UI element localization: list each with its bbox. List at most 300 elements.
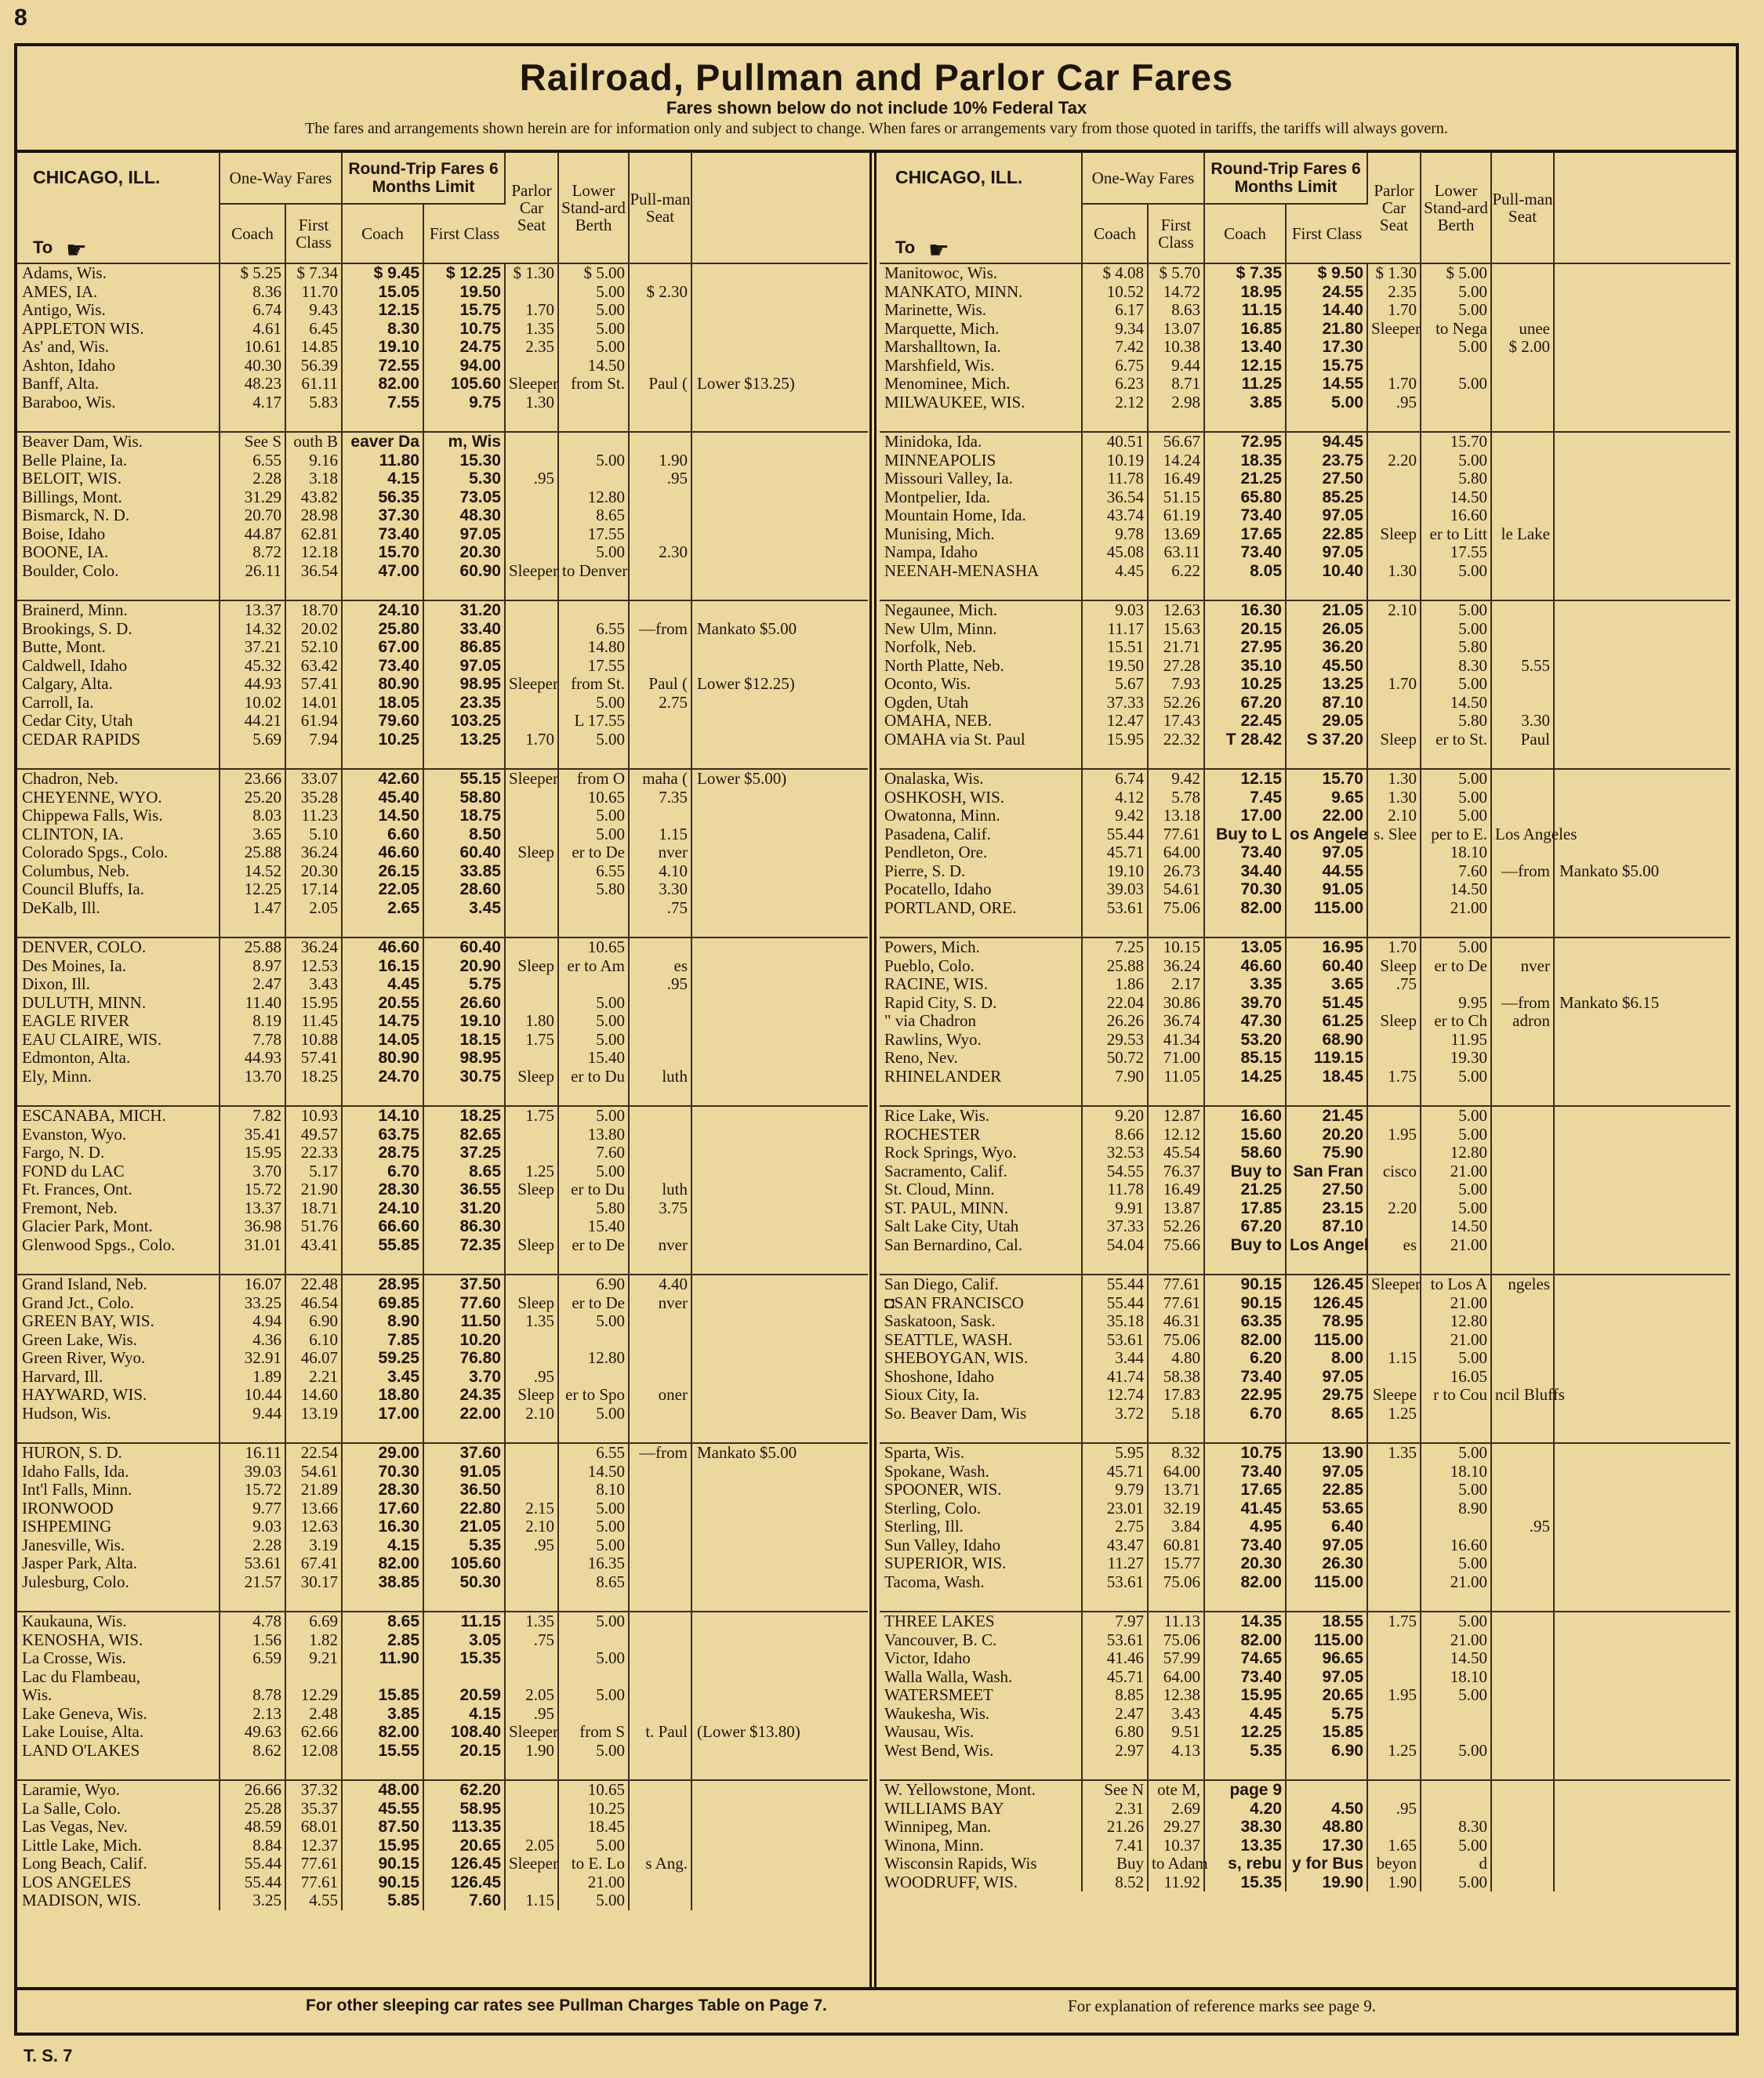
parlor-seat-cell: 1.70 xyxy=(1367,375,1421,393)
pullman-reference-note: For other sleeping car rates see Pullman Charges Table on Page 7. xyxy=(306,1996,827,2015)
fare-row xyxy=(17,301,868,320)
fare-row xyxy=(17,880,868,899)
remarks-cell xyxy=(691,600,868,620)
round-trip-coach-cell: 46.60 xyxy=(1204,957,1286,976)
lower-berth-cell: 17.55 xyxy=(558,657,629,676)
station-cell: HAYWARD, WIS. xyxy=(17,1386,220,1405)
fare-row xyxy=(880,283,1730,302)
one-way-first-cell: 14.72 xyxy=(1148,283,1204,302)
fare-row xyxy=(880,1443,1730,1463)
remarks-cell xyxy=(1554,1668,1730,1687)
round-trip-coach-cell: 70.30 xyxy=(1204,880,1286,899)
lower-berth-cell: 10.65 xyxy=(558,789,629,807)
fare-row xyxy=(880,769,1730,789)
lower-berth-header: Lower Stand-ard Berth xyxy=(558,153,629,263)
round-trip-first-cell: 97.05 xyxy=(423,525,505,544)
spacer-cell xyxy=(629,1760,691,1780)
station-cell: Marinette, Wis. xyxy=(880,301,1082,320)
fare-row xyxy=(17,470,868,488)
round-trip-coach-cell: 18.05 xyxy=(342,694,423,713)
parlor-seat-cell xyxy=(505,506,558,525)
round-trip-first-cell: 115.00 xyxy=(1286,1573,1367,1592)
remarks-cell xyxy=(1554,1106,1730,1126)
lower-berth-cell: 5.00 xyxy=(558,731,629,749)
spacer-cell xyxy=(285,1254,342,1275)
one-way-first-cell: 14.60 xyxy=(285,1386,342,1405)
station-cell: Lac du Flambeau, xyxy=(17,1668,220,1687)
round-trip-first-cell: 7.60 xyxy=(423,1891,505,1910)
one-way-coach-cell: 9.03 xyxy=(1082,600,1148,620)
lower-berth-cell: 17.55 xyxy=(558,525,629,544)
spacer-cell xyxy=(505,917,558,937)
fare-row xyxy=(880,1031,1730,1050)
station-cell: ESCANABA, MICH. xyxy=(17,1106,220,1126)
round-trip-first-cell: 50.30 xyxy=(423,1573,505,1592)
round-trip-coach-cell: 82.00 xyxy=(342,1554,423,1573)
spacer-cell xyxy=(880,1591,1082,1612)
round-trip-first-cell: 26.05 xyxy=(1286,620,1367,639)
one-way-coach-cell: 36.54 xyxy=(1082,488,1148,507)
pullman-seat-cell: ngeles xyxy=(1491,1275,1554,1294)
round-trip-first-cell: 78.95 xyxy=(1286,1312,1367,1331)
round-trip-first-cell: 5.00 xyxy=(1286,393,1367,412)
spacer-cell xyxy=(17,1086,220,1106)
remarks-cell xyxy=(1554,525,1730,544)
one-way-first-cell: 13.66 xyxy=(285,1500,342,1518)
one-way-first-cell: 36.24 xyxy=(285,937,342,957)
pullman-seat-cell xyxy=(629,994,691,1013)
one-way-first-cell: 35.37 xyxy=(285,1800,342,1819)
round-trip-first-cell: 18.55 xyxy=(1286,1612,1367,1631)
fare-row xyxy=(17,769,868,789)
pullman-seat-cell xyxy=(1491,1217,1554,1236)
parlor-seat-cell xyxy=(505,1873,558,1892)
parlor-seat-cell xyxy=(505,1144,558,1162)
one-way-coach-cell: 29.53 xyxy=(1082,1031,1148,1050)
remarks-cell xyxy=(1554,1705,1730,1724)
station-cell: Sioux City, Ia. xyxy=(880,1386,1082,1405)
lower-berth-cell: er to Litt xyxy=(1421,525,1491,544)
lower-berth-cell: 5.00 xyxy=(558,1536,629,1555)
spacer-cell xyxy=(1082,917,1148,937)
round-trip-first-cell: 5.30 xyxy=(423,470,505,488)
fare-row xyxy=(17,899,868,918)
spacer-cell xyxy=(1421,1423,1491,1443)
round-trip-coach-cell: 22.95 xyxy=(1204,1386,1286,1405)
fare-row xyxy=(17,1705,868,1724)
pointing-hand-icon: ☛ xyxy=(66,238,87,263)
parlor-seat-cell: 1.70 xyxy=(1367,301,1421,320)
spacer-cell xyxy=(1554,1591,1730,1612)
parlor-seat-cell: 2.15 xyxy=(505,1500,558,1518)
lower-berth-cell: 5.00 xyxy=(1421,301,1491,320)
one-way-first-cell: 11.13 xyxy=(1148,1612,1204,1631)
station-cell: HURON, S. D. xyxy=(17,1443,220,1463)
round-trip-coach-cell: 17.65 xyxy=(1204,1481,1286,1500)
remarks-cell xyxy=(691,525,868,544)
station-cell: Council Bluffs, Ia. xyxy=(17,880,220,899)
round-trip-coach-cell: 80.90 xyxy=(342,675,423,694)
one-way-coach-cell: 11.27 xyxy=(1082,1554,1148,1573)
one-way-coach-cell: 25.88 xyxy=(1082,957,1148,976)
lower-berth-cell: er to St. xyxy=(1421,731,1491,749)
spacer-cell xyxy=(691,412,868,432)
parlor-seat-cell: 1.90 xyxy=(505,1742,558,1761)
fare-row xyxy=(17,432,868,452)
remarks-cell xyxy=(691,1049,868,1068)
one-way-first-cell: to Adam xyxy=(1148,1855,1204,1873)
parlor-seat-cell: 1.35 xyxy=(505,320,558,339)
spacer-cell xyxy=(1554,412,1730,432)
one-way-first-cell: 36.74 xyxy=(1148,1012,1204,1031)
pullman-seat-cell xyxy=(1491,638,1554,657)
fare-row xyxy=(880,1631,1730,1650)
station-cell: Vancouver, B. C. xyxy=(880,1631,1082,1650)
spacer-cell xyxy=(1421,749,1491,769)
fare-row xyxy=(17,320,868,339)
pullman-seat-cell: 3.75 xyxy=(629,1199,691,1218)
round-trip-coach-cell: 15.05 xyxy=(342,283,423,302)
one-way-coach-cell: 2.31 xyxy=(1082,1800,1148,1819)
fare-row xyxy=(880,1573,1730,1592)
parlor-seat-cell xyxy=(1367,470,1421,488)
one-way-first-cell: 10.93 xyxy=(285,1106,342,1126)
pullman-seat-cell: .95 xyxy=(629,470,691,488)
station-cell: Hudson, Wis. xyxy=(17,1405,220,1423)
remarks-cell xyxy=(1554,1818,1730,1837)
pullman-seat-cell xyxy=(1491,694,1554,713)
pullman-seat-cell xyxy=(629,357,691,375)
round-trip-coach-cell: 15.70 xyxy=(342,543,423,562)
spacer-cell xyxy=(1421,1591,1491,1612)
round-trip-first-cell: 44.55 xyxy=(1286,862,1367,881)
lower-berth-cell: 5.00 xyxy=(558,1012,629,1031)
spacer-cell xyxy=(423,1591,505,1612)
round-trip-first-cell: 126.45 xyxy=(1286,1294,1367,1313)
spacer-cell xyxy=(423,1760,505,1780)
one-way-coach-cell: 40.51 xyxy=(1082,432,1148,452)
spacer-cell xyxy=(1367,749,1421,769)
spacer-cell xyxy=(17,412,220,432)
parlor-seat-cell xyxy=(505,1668,558,1687)
pullman-seat-cell xyxy=(1491,1312,1554,1331)
station-cell: Menominee, Mich. xyxy=(880,375,1082,393)
spacer-cell xyxy=(1148,1086,1204,1106)
remarks-cell xyxy=(1554,432,1730,452)
lower-berth-cell: 5.00 xyxy=(558,994,629,1013)
lower-berth-cell: 13.80 xyxy=(558,1126,629,1144)
remarks-cell xyxy=(691,1500,868,1518)
one-way-first-cell: 11.23 xyxy=(285,807,342,825)
one-way-first-cell: 10.88 xyxy=(285,1031,342,1050)
station-cell: Mountain Home, Ida. xyxy=(880,506,1082,525)
pullman-seat-cell: oner xyxy=(629,1386,691,1405)
one-way-first-cell: 30.86 xyxy=(1148,994,1204,1013)
lower-berth-cell: 5.00 xyxy=(558,1837,629,1855)
one-way-first-cell: 43.82 xyxy=(285,488,342,507)
one-way-coach-cell: 31.01 xyxy=(220,1236,285,1255)
one-way-coach-cell: 7.42 xyxy=(1082,338,1148,357)
station-cell: APPLETON WIS. xyxy=(17,320,220,339)
remarks-cell xyxy=(691,807,868,825)
one-way-first-cell: 52.10 xyxy=(285,638,342,657)
spacer-cell xyxy=(1148,412,1204,432)
round-trip-coach-cell: 20.55 xyxy=(342,994,423,1013)
pullman-seat-cell: Paul ( xyxy=(629,375,691,393)
one-way-first-cell: 46.07 xyxy=(285,1349,342,1368)
pullman-seat-cell xyxy=(1491,789,1554,807)
round-trip-first-cell: 31.20 xyxy=(423,1199,505,1218)
lower-berth-cell: 12.80 xyxy=(558,1349,629,1368)
remarks-cell xyxy=(691,357,868,375)
one-way-first-cell: 29.27 xyxy=(1148,1818,1204,1837)
parlor-seat-cell xyxy=(1367,1500,1421,1518)
lower-berth-cell: 5.00 xyxy=(558,1312,629,1331)
group-spacer xyxy=(17,580,868,600)
group-spacer xyxy=(17,1591,868,1612)
spacer-cell xyxy=(1491,1760,1554,1780)
round-trip-first-cell: 96.65 xyxy=(1286,1649,1367,1668)
round-trip-first-cell: 10.20 xyxy=(423,1331,505,1350)
parlor-seat-cell: 1.35 xyxy=(505,1612,558,1631)
one-way-first-cell: 54.61 xyxy=(1148,880,1204,899)
lower-berth-cell: 5.00 xyxy=(1421,1873,1491,1892)
pullman-seat-cell: t. Paul xyxy=(629,1723,691,1742)
one-way-coach-cell: 39.03 xyxy=(1082,880,1148,899)
round-trip-coach-cell: 58.60 xyxy=(1204,1144,1286,1162)
lower-berth-cell: from S xyxy=(558,1723,629,1742)
lower-berth-cell: 5.00 xyxy=(558,807,629,825)
lower-berth-cell: 6.90 xyxy=(558,1275,629,1294)
round-trip-coach-cell: 21.25 xyxy=(1204,470,1286,488)
spacer-cell xyxy=(342,1086,423,1106)
lower-berth-cell: from St. xyxy=(558,375,629,393)
station-cell: Fargo, N. D. xyxy=(17,1144,220,1162)
station-cell: NEENAH-MENASHA xyxy=(880,562,1082,581)
fare-row xyxy=(880,1349,1730,1368)
lower-berth-cell: 14.50 xyxy=(1421,1649,1491,1668)
remarks-cell xyxy=(1554,638,1730,657)
parlor-seat-cell: 1.70 xyxy=(505,731,558,749)
station-cell: Pierre, S. D. xyxy=(880,862,1082,881)
one-way-coach-cell: 9.77 xyxy=(220,1500,285,1518)
lower-berth-cell: 10.65 xyxy=(558,1780,629,1800)
parlor-seat-cell: 1.25 xyxy=(505,1162,558,1181)
round-trip-coach-cell: 82.00 xyxy=(1204,899,1286,918)
fare-row xyxy=(17,1780,868,1800)
fare-row xyxy=(880,338,1730,357)
parlor-seat-cell: 1.25 xyxy=(1367,1742,1421,1761)
round-trip-first-cell: 76.80 xyxy=(423,1349,505,1368)
remarks-cell xyxy=(1554,1049,1730,1068)
spacer-cell xyxy=(629,917,691,937)
spacer-cell xyxy=(1491,1423,1554,1443)
remarks-cell xyxy=(691,1536,868,1555)
remarks-cell xyxy=(691,1162,868,1181)
pullman-seat-cell: —from xyxy=(629,620,691,639)
fare-row xyxy=(17,1106,868,1126)
group-spacer xyxy=(880,1254,1730,1275)
one-way-coach-cell: 11.17 xyxy=(1082,620,1148,639)
one-way-first-cell: 18.71 xyxy=(285,1199,342,1218)
group-spacer xyxy=(17,1760,868,1780)
spacer-cell xyxy=(629,412,691,432)
fare-row xyxy=(880,862,1730,881)
pullman-seat-cell xyxy=(1491,1500,1554,1518)
remarks-cell xyxy=(691,1837,868,1855)
round-trip-coach-cell: 16.15 xyxy=(342,957,423,976)
round-trip-first-cell: 87.10 xyxy=(1286,1217,1367,1236)
remarks-cell xyxy=(691,694,868,713)
one-way-coach-cell: 8.84 xyxy=(220,1837,285,1855)
one-way-coach-cell: 7.97 xyxy=(1082,1612,1148,1631)
pullman-seat-cell xyxy=(629,1780,691,1800)
fare-row xyxy=(880,1705,1730,1724)
one-way-first-cell: 17.83 xyxy=(1148,1386,1204,1405)
one-way-coach-cell: 7.78 xyxy=(220,1031,285,1050)
remarks-cell xyxy=(1554,880,1730,899)
pullman-seat-cell: adron xyxy=(1491,1012,1554,1031)
parlor-header: Parlor Car Seat xyxy=(1367,153,1421,263)
pullman-seat-cell xyxy=(1491,1443,1554,1463)
one-way-first-cell: 18.70 xyxy=(285,600,342,620)
station-cell: WOODRUFF, WIS. xyxy=(880,1873,1082,1892)
station-cell: Chadron, Neb. xyxy=(17,769,220,789)
round-trip-coach-cell: 55.85 xyxy=(342,1236,423,1255)
lower-berth-cell: er to Spo xyxy=(558,1386,629,1405)
lower-berth-cell: 5.00 xyxy=(558,1891,629,1910)
round-trip-first-cell: 24.55 xyxy=(1286,283,1367,302)
parlor-seat-cell xyxy=(1367,1106,1421,1126)
lower-berth-cell: 8.30 xyxy=(1421,657,1491,676)
remarks-cell xyxy=(691,1312,868,1331)
fare-row xyxy=(17,620,868,639)
station-cell: Missouri Valley, Ia. xyxy=(880,470,1082,488)
spacer-cell xyxy=(423,1254,505,1275)
round-trip-first-cell xyxy=(423,1668,505,1687)
lower-berth-cell: 21.00 xyxy=(1421,1331,1491,1350)
spacer-cell xyxy=(629,1254,691,1275)
spacer-cell xyxy=(342,917,423,937)
lower-berth-cell: 16.60 xyxy=(1421,1536,1491,1555)
round-trip-coach-cell: 4.15 xyxy=(342,470,423,488)
one-way-first-cell: 17.14 xyxy=(285,880,342,899)
spacer-cell xyxy=(1204,1591,1286,1612)
round-trip-coach-cell: 53.20 xyxy=(1204,1031,1286,1050)
lower-berth-cell: 6.55 xyxy=(558,1443,629,1463)
round-trip-first-cell: 60.90 xyxy=(423,562,505,581)
one-way-coach-cell: 2.47 xyxy=(1082,1705,1148,1724)
one-way-first-cell: 51.76 xyxy=(285,1217,342,1236)
round-trip-first-cell: 16.95 xyxy=(1286,937,1367,957)
station-cell: OMAHA, NEB. xyxy=(880,712,1082,731)
one-way-first-cell: 21.89 xyxy=(285,1481,342,1500)
pullman-seat-cell: 3.30 xyxy=(1491,712,1554,731)
pullman-seat-cell xyxy=(629,562,691,581)
fare-row xyxy=(17,1723,868,1742)
pullman-seat-header: Pull-man Seat xyxy=(1491,153,1554,263)
round-trip-coach-cell: $ 9.45 xyxy=(342,263,423,283)
spacer-cell xyxy=(505,580,558,600)
spacer-cell xyxy=(1491,1254,1554,1275)
lower-berth-cell: 5.00 xyxy=(1421,562,1491,581)
fare-row xyxy=(880,1294,1730,1313)
remarks-cell xyxy=(691,452,868,470)
lower-berth-cell: 21.00 xyxy=(1421,899,1491,918)
spacer-cell xyxy=(691,1086,868,1106)
station-cell: Munising, Mich. xyxy=(880,525,1082,544)
spacer-cell xyxy=(285,1423,342,1443)
parlor-seat-cell: beyon xyxy=(1367,1855,1421,1873)
one-way-coach-cell: 9.20 xyxy=(1082,1106,1148,1126)
round-trip-coach-cell: eaver Da xyxy=(342,432,423,452)
one-way-coach-cell: 6.59 xyxy=(220,1649,285,1668)
lower-berth-cell: 14.50 xyxy=(1421,1217,1491,1236)
pullman-seat-cell xyxy=(1491,1649,1554,1668)
station-cell: Cedar City, Utah xyxy=(17,712,220,731)
page-footer xyxy=(17,1987,1736,2022)
group-spacer xyxy=(880,917,1730,937)
round-trip-first-cell: 97.05 xyxy=(1286,1463,1367,1481)
one-way-coach-cell: 8.52 xyxy=(1082,1873,1148,1892)
round-trip-first-cell: 23.75 xyxy=(1286,452,1367,470)
station-cell: Butte, Mont. xyxy=(17,638,220,657)
pullman-seat-cell: maha ( xyxy=(629,769,691,789)
parlor-seat-cell xyxy=(1367,338,1421,357)
station-cell: Int'l Falls, Minn. xyxy=(17,1481,220,1500)
remarks-cell xyxy=(691,320,868,339)
round-trip-first-cell: 108.40 xyxy=(423,1723,505,1742)
spacer-cell xyxy=(1491,1086,1554,1106)
left-fare-table-wrap xyxy=(17,153,868,1987)
round-trip-first-cell: 126.45 xyxy=(423,1873,505,1892)
first-class-header: First Class xyxy=(423,204,505,263)
pullman-seat-cell xyxy=(629,1668,691,1687)
round-trip-first-cell: 20.30 xyxy=(423,543,505,562)
fare-row xyxy=(880,1217,1730,1236)
spacer-cell xyxy=(558,580,629,600)
parlor-seat-cell xyxy=(1367,1705,1421,1724)
one-way-first-cell: 45.54 xyxy=(1148,1144,1204,1162)
lower-berth-cell: 5.00 xyxy=(1421,1349,1491,1368)
station-cell: Julesburg, Colo. xyxy=(17,1573,220,1592)
round-trip-coach-cell: 16.30 xyxy=(1204,600,1286,620)
remarks-cell xyxy=(691,543,868,562)
one-way-first-cell: 27.28 xyxy=(1148,657,1204,676)
round-trip-first-cell: 98.95 xyxy=(423,1049,505,1068)
station-cell: SEATTLE, WASH. xyxy=(880,1331,1082,1350)
pullman-seat-cell xyxy=(1491,1162,1554,1181)
pullman-seat-cell xyxy=(629,1554,691,1573)
round-trip-first-cell: 10.75 xyxy=(423,320,505,339)
remarks-cell xyxy=(1554,1800,1730,1819)
parlor-seat-cell: Sleeper xyxy=(505,375,558,393)
pullman-seat-cell xyxy=(629,600,691,620)
round-trip-first-cell: os Angele xyxy=(1286,825,1367,844)
round-trip-coach-cell: 15.60 xyxy=(1204,1126,1286,1144)
pullman-seat-cell xyxy=(1491,1686,1554,1705)
round-trip-first-cell: 27.50 xyxy=(1286,470,1367,488)
parlor-seat-cell: 1.35 xyxy=(505,1312,558,1331)
round-trip-first-cell: San Fran xyxy=(1286,1162,1367,1181)
pullman-seat-cell xyxy=(629,1631,691,1650)
station-cell: BELOIT, WIS. xyxy=(17,470,220,488)
round-trip-first-cell: 105.60 xyxy=(423,375,505,393)
one-way-first-cell: 20.02 xyxy=(285,620,342,639)
round-trip-coach-cell: 17.60 xyxy=(342,1500,423,1518)
station-cell: SUPERIOR, WIS. xyxy=(880,1554,1082,1573)
parlor-seat-cell xyxy=(1367,843,1421,862)
